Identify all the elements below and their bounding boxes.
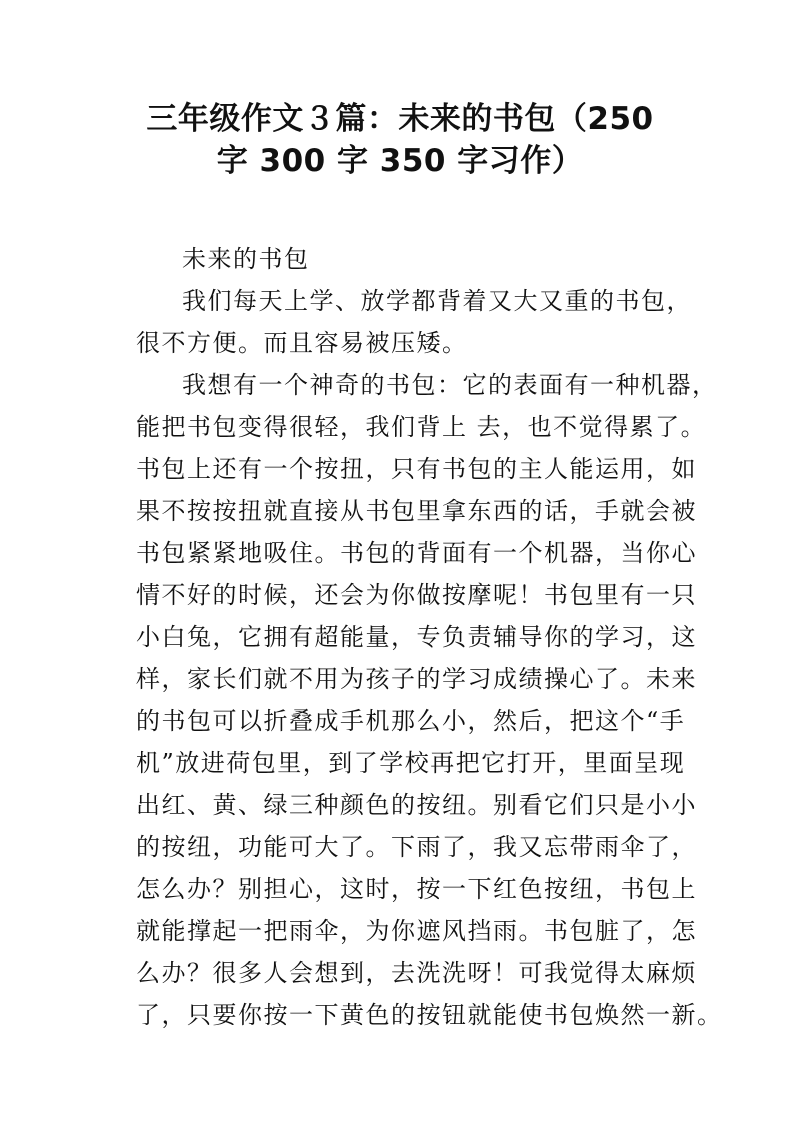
document-title-line-2: 字 300 字 350 字习作） (216, 143, 584, 179)
body-text-line: 我想有一个神奇的书包：它的表面有一种机器， (182, 371, 718, 399)
body-text-line: 出红、黄、绿三种颜色的按纽。别看它们只是小小 (136, 791, 697, 819)
body-text-line: 很不方便。而且容易被压矮。 (136, 329, 468, 357)
body-text-line: 样，家长们就不用为孩子的学习成绩操心了。未来 (136, 665, 697, 693)
section-heading: 未来的书包 (182, 245, 310, 273)
body-text-line: 么办？很多人会想到，去洗洗呀！可我觉得太麻烦 (136, 959, 697, 987)
body-text-line: 怎么办？别担心，这时，按一下红色按纽，书包上 (136, 875, 697, 903)
body-text-line: 能把书包变得很轻，我们背上 去，也不觉得累了。 (136, 413, 707, 441)
body-text-line: 机”放进荷包里，到了学校再把它打开，里面呈现 (136, 749, 686, 777)
body-text-line: 情不好的时候，还会为你做按摩呢！书包里有一只 (136, 581, 697, 609)
body-text-line: 我们每天上学、放学都背着又大又重的书包， (182, 287, 692, 315)
body-text-line: 果不按按扭就直接从书包里拿东西的话，手就会被 (136, 497, 697, 525)
body-text-line: 了，只要你按一下黄色的按钮就能使书包焕然一新。 (136, 1001, 723, 1029)
body-text-line: 就能撑起一把雨伞，为你遮风挡雨。书包脏了，怎 (136, 917, 697, 945)
body-text-line: 书包紧紧地吸住。书包的背面有一个机器，当你心 (136, 539, 697, 567)
document-title-line-1: 三年级作文３篇：未来的书包（250 (146, 101, 654, 137)
body-text-line: 的书包可以折叠成手机那么小，然后，把这个“手 (136, 707, 686, 735)
body-text-line: 小白兔，它拥有超能量，专负责辅导你的学习，这 (136, 623, 697, 651)
body-text-line: 的按纽，功能可大了。下雨了，我又忘带雨伞了， (136, 833, 697, 861)
body-text-line: 书包上还有一个按扭，只有书包的主人能运用，如 (136, 455, 697, 483)
